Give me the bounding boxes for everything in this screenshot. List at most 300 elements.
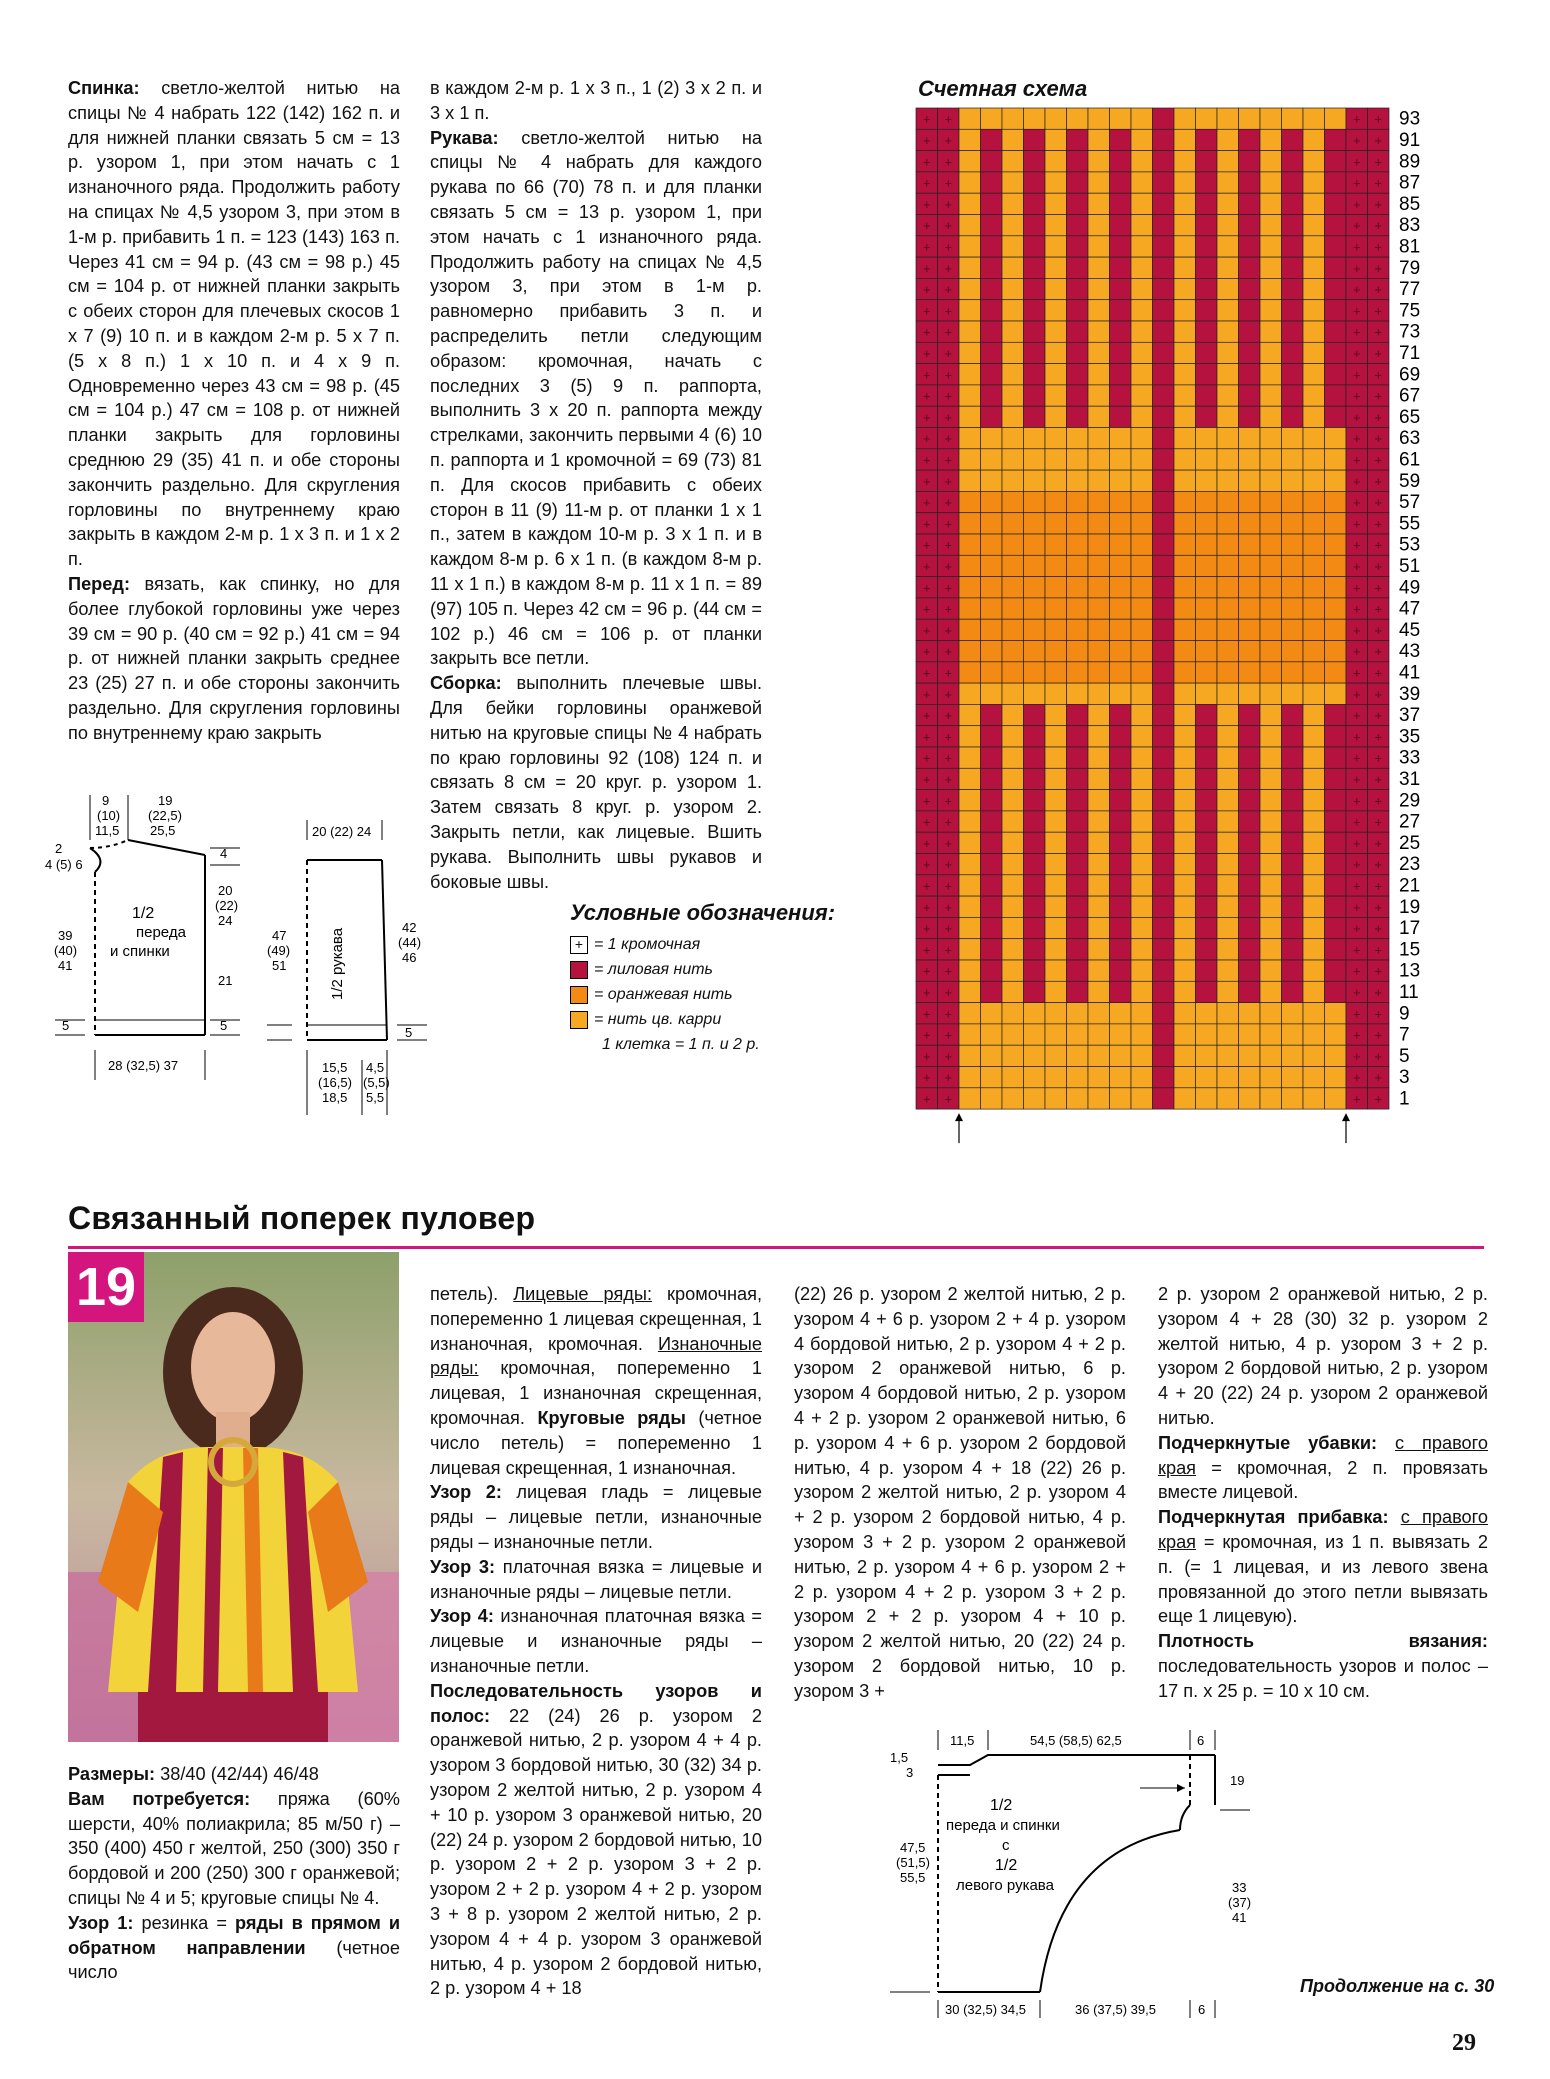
chart-cell	[1196, 428, 1218, 449]
s3-right-2: (37)	[1228, 1895, 1252, 1910]
chart-cell	[1260, 428, 1282, 449]
chart-row-label: 5	[1399, 1045, 1410, 1067]
chart-cell	[1088, 364, 1110, 385]
edge-stitch-mark: +	[1352, 708, 1361, 724]
chart-cell	[1002, 981, 1024, 1002]
edge-stitch-mark: +	[1352, 154, 1361, 170]
article-number: 19	[68, 1252, 144, 1322]
chart-cell	[1110, 108, 1132, 129]
chart-cell	[1174, 662, 1196, 683]
chart-cell	[1045, 342, 1067, 363]
chart-cell	[1217, 215, 1239, 236]
edge-swatch-icon: +	[570, 936, 588, 954]
chart-row-label: 77	[1399, 279, 1421, 301]
chart-cell	[1153, 534, 1175, 555]
edge-stitch-mark: +	[1374, 601, 1383, 617]
chart-cell	[1325, 598, 1347, 619]
edge-stitch-mark: +	[922, 452, 931, 468]
chart-cell	[1024, 896, 1046, 917]
chart-cell	[1325, 151, 1347, 172]
chart-cell	[1217, 364, 1239, 385]
chart-cell	[1196, 1067, 1218, 1088]
chart-cell	[1217, 449, 1239, 470]
chart-cell	[1239, 215, 1261, 236]
s3-right-19: 19	[1230, 1773, 1245, 1788]
legend	[570, 900, 835, 1057]
chart-cell	[959, 172, 981, 193]
chart-cell	[1045, 704, 1067, 725]
chart-cell	[1174, 960, 1196, 981]
s3-label-5: левого рукава	[956, 1877, 1054, 1894]
chart-cell	[959, 278, 981, 299]
edge-stitch-mark: +	[944, 132, 953, 148]
chart-cell	[1110, 662, 1132, 683]
chart-cell	[981, 555, 1003, 576]
edge-stitch-mark: +	[1352, 260, 1361, 276]
chart-cell	[1067, 151, 1089, 172]
chart-cell	[1067, 1088, 1089, 1109]
chart-cell	[1131, 236, 1153, 257]
edge-stitch-mark: +	[922, 622, 931, 638]
edge-stitch-mark: +	[1374, 282, 1383, 298]
chart-cell	[1196, 704, 1218, 725]
chart-cell	[1045, 129, 1067, 150]
chart-cell	[1303, 896, 1325, 917]
chart-cell	[1088, 555, 1110, 576]
chart-cell	[1110, 300, 1132, 321]
chart-cell	[1239, 704, 1261, 725]
chart-cell	[1303, 747, 1325, 768]
chart-cell	[981, 236, 1003, 257]
chart-row-label: 41	[1399, 662, 1421, 684]
edge-stitch-mark: +	[944, 857, 953, 873]
chart-cell	[1067, 832, 1089, 853]
chart-cell	[1196, 534, 1218, 555]
chart-cell	[1024, 108, 1046, 129]
chart-cell	[1067, 321, 1089, 342]
s2-left-3: 51	[272, 958, 287, 973]
chart-cell	[1088, 278, 1110, 299]
chart-cell	[1217, 917, 1239, 938]
chart-cell	[1282, 1067, 1304, 1088]
chart-cell	[1088, 172, 1110, 193]
sizes-heading: Размеры:	[68, 1764, 156, 1784]
edge-stitch-mark: +	[944, 303, 953, 319]
chart-cell	[1131, 726, 1153, 747]
chart-cell	[1131, 1024, 1153, 1045]
chart-cell	[1260, 747, 1282, 768]
legend-title: Условные обозначения:	[570, 900, 836, 925]
chart-cell	[1110, 939, 1132, 960]
chart-cell	[1024, 1003, 1046, 1024]
edge-stitch-mark: +	[1374, 111, 1383, 127]
chart-cell	[1002, 1067, 1024, 1088]
chart-cell	[1260, 939, 1282, 960]
chart-cell	[1217, 513, 1239, 534]
edge-stitch-mark: +	[1374, 963, 1383, 979]
chart-cell	[1196, 470, 1218, 491]
chart-cell	[1239, 278, 1261, 299]
chart-cell	[1088, 108, 1110, 129]
chart-cell	[1196, 917, 1218, 938]
chart-cell	[1282, 917, 1304, 938]
chart-cell	[1174, 854, 1196, 875]
chart-cell	[1024, 278, 1046, 299]
chart-cell	[1045, 385, 1067, 406]
chart-cell	[1002, 428, 1024, 449]
edge-stitch-mark: +	[1352, 239, 1361, 255]
purple-swatch-icon	[570, 961, 588, 979]
chart-cell	[1196, 364, 1218, 385]
chart-cell	[1174, 215, 1196, 236]
edge-stitch-mark: +	[1374, 793, 1383, 809]
chart-cell	[1002, 534, 1024, 555]
s3-bot-b: 36 (37,5) 39,5	[1075, 2002, 1156, 2017]
chart-cell	[1131, 385, 1153, 406]
chart-cell	[1217, 1024, 1239, 1045]
edge-stitch-mark: +	[1374, 239, 1383, 255]
chart-cell	[981, 215, 1003, 236]
edge-stitch-mark: +	[944, 686, 953, 702]
chart-cell	[1239, 555, 1261, 576]
chart-cell	[1088, 151, 1110, 172]
chart-cell	[1260, 981, 1282, 1002]
edge-stitch-mark: +	[1374, 1006, 1383, 1022]
chart-cell	[1067, 172, 1089, 193]
chart-cell	[1002, 832, 1024, 853]
chart-cell	[1325, 257, 1347, 278]
chart-cell	[1282, 385, 1304, 406]
s1-label-3: и спинки	[110, 943, 170, 960]
chart-cell	[1110, 1088, 1132, 1109]
chart-cell	[1217, 129, 1239, 150]
title-rule	[68, 1246, 1484, 1249]
continued-note: Продолжение на с. 30	[1300, 1976, 1495, 1996]
chart-cell	[1174, 364, 1196, 385]
chart-row-label: 93	[1399, 108, 1421, 130]
edge-stitch-mark: +	[944, 814, 953, 830]
chart-cell	[959, 704, 981, 725]
chart-cell	[1260, 662, 1282, 683]
edge-stitch-mark: +	[1374, 665, 1383, 681]
chart-cell	[1260, 619, 1282, 640]
chart-cell	[959, 151, 981, 172]
chart-cell	[1303, 257, 1325, 278]
edge-stitch-mark: +	[922, 729, 931, 745]
s1-right-5: 5	[220, 1018, 228, 1033]
chart-row-label: 53	[1399, 534, 1421, 556]
chart-cell	[1110, 854, 1132, 875]
chart-cell	[981, 257, 1003, 278]
assembly-heading: Сборка:	[430, 673, 502, 694]
chart-row-label: 63	[1399, 428, 1421, 450]
chart-cell	[1045, 726, 1067, 747]
edge-stitch-mark: +	[922, 921, 931, 937]
chart-cell	[1196, 1024, 1218, 1045]
chart-cell	[1282, 811, 1304, 832]
chart-cell	[1303, 619, 1325, 640]
edge-stitch-mark: +	[1374, 218, 1383, 234]
chart-cell	[1174, 172, 1196, 193]
chart-cell	[1131, 832, 1153, 853]
chart-cell	[1282, 939, 1304, 960]
materials-heading: Вам потребуется:	[68, 1788, 251, 1809]
chart-cell	[1282, 726, 1304, 747]
edge-stitch-mark: +	[944, 175, 953, 191]
chart-cell	[1303, 406, 1325, 427]
chart-cell	[981, 619, 1003, 640]
chart-cell	[1024, 321, 1046, 342]
chart-cell	[1024, 513, 1046, 534]
chart-cell	[1088, 1067, 1110, 1088]
chart-cell	[1024, 1067, 1046, 1088]
edge-stitch-mark: +	[922, 473, 931, 489]
chart-cell	[1217, 790, 1239, 811]
chart-cell	[959, 726, 981, 747]
chart-cell	[1110, 1045, 1132, 1066]
chart-cell	[959, 577, 981, 598]
edge-stitch-mark: +	[944, 516, 953, 532]
edge-stitch-mark: +	[1352, 899, 1361, 915]
edge-stitch-mark: +	[1352, 452, 1361, 468]
s3-left-3: 55,5	[900, 1870, 926, 1885]
chart-cell	[1303, 960, 1325, 981]
chart-row-label: 79	[1399, 257, 1421, 279]
chart-cell	[1196, 662, 1218, 683]
chart-cell	[1153, 513, 1175, 534]
pattern1-text-b: ряды в прямом и обратном направлении	[68, 1912, 400, 1958]
edge-stitch-mark: +	[944, 111, 953, 127]
chart-cell	[1174, 1024, 1196, 1045]
chart-cell	[959, 193, 981, 214]
chart-cell	[1024, 129, 1046, 150]
chart-cell	[1239, 747, 1261, 768]
chart-cell	[1002, 960, 1024, 981]
chart-cell	[1088, 300, 1110, 321]
chart-cell	[1067, 278, 1089, 299]
chart-cell	[1131, 896, 1153, 917]
chart-cell	[1174, 151, 1196, 172]
chart-cell	[1153, 1003, 1175, 1024]
chart-cell	[1325, 300, 1347, 321]
edge-stitch-mark: +	[1352, 963, 1361, 979]
pattern1-text-a: резинка =	[133, 1912, 235, 1933]
chart-row-label: 57	[1399, 492, 1421, 514]
chart-cell	[1024, 832, 1046, 853]
chart-cell	[1260, 811, 1282, 832]
chart-cell	[1067, 236, 1089, 257]
chart-cell	[1303, 917, 1325, 938]
chart-cell	[981, 981, 1003, 1002]
chart-cell	[1045, 619, 1067, 640]
edge-stitch-mark: +	[1352, 558, 1361, 574]
text-column-1	[68, 76, 400, 746]
chart-cell	[1002, 193, 1024, 214]
chart-cell	[1088, 257, 1110, 278]
chart-cell	[1196, 598, 1218, 619]
chart-cell	[1282, 683, 1304, 704]
chart-cell	[1002, 257, 1024, 278]
chart-cell	[1217, 491, 1239, 512]
edge-stitch-mark: +	[1352, 388, 1361, 404]
chart-cell	[1239, 364, 1261, 385]
density-text: последовательность узоров и полос – 17 п. х 25 р. = 10 х 10 см.	[1158, 1655, 1488, 1701]
chart-cell	[1174, 790, 1196, 811]
chart-cell	[1239, 641, 1261, 662]
chart-cell	[1303, 832, 1325, 853]
edge-stitch-mark: +	[1374, 516, 1383, 532]
sequence-text: 22 (24) 26 р. узором 2 оранжевой нитью, 2 р. узором 4 + 4 р. узором 3 бордовой нитью, 30 (32) 34 р. узором 2 желтой нитью, 2 р. узором 4 + 10 р. узором 3 оранжевой нитью, 20 (22) 24 р. узором 2 бордовой нитью, 10 р. узором 2 + 2 р. узором 3 + 2 р. узором 2 + 2 р. узором 4 + 2 р. узором 3 + 8 р. узором 2 желтой нитью, 2 р. узором 4 + 4 р. узором 3 оранжевой нитью, 4 р. узором 2 бордовой нитью, 2 р. узором 4 + 18	[430, 1705, 762, 1999]
edge-stitch-mark: +	[1374, 345, 1383, 361]
chart-cell	[1217, 278, 1239, 299]
chart-cell	[1282, 257, 1304, 278]
chart-cell	[1239, 108, 1261, 129]
edge-stitch-mark: +	[944, 495, 953, 511]
chart-cell	[1110, 278, 1132, 299]
chart-cell	[981, 278, 1003, 299]
chart-cell	[1303, 641, 1325, 662]
chart-cell	[1045, 449, 1067, 470]
text-column-2	[430, 76, 762, 894]
chart-cell	[1131, 278, 1153, 299]
s3-top-a: 11,5	[950, 1733, 975, 1748]
chart-cell	[1325, 364, 1347, 385]
chart-cell	[1110, 704, 1132, 725]
edge-stitch-mark: +	[944, 452, 953, 468]
chart-cell	[1303, 321, 1325, 342]
chart-cell	[1217, 172, 1239, 193]
edge-stitch-mark: +	[1352, 601, 1361, 617]
chart-cell	[1282, 854, 1304, 875]
edge-stitch-mark: +	[944, 665, 953, 681]
edge-stitch-mark: +	[922, 644, 931, 660]
increase-heading: Подчеркнутая прибавка:	[1158, 1507, 1389, 1528]
chart-cell	[1024, 790, 1046, 811]
chart-cell	[1153, 704, 1175, 725]
chart-cell	[1110, 917, 1132, 938]
page-number: 29	[1452, 2030, 1476, 2056]
chart-cell	[1239, 513, 1261, 534]
edge-stitch-mark: +	[1352, 282, 1361, 298]
chart-cell	[1067, 811, 1089, 832]
chart-cell	[1131, 470, 1153, 491]
chart-cell	[1325, 342, 1347, 363]
edge-stitch-mark: +	[922, 793, 931, 809]
chart-cell	[1002, 236, 1024, 257]
s3-bot-c: 6	[1198, 2002, 1206, 2017]
chart-cell	[1024, 981, 1046, 1002]
chart-cell	[1131, 854, 1153, 875]
edge-stitch-mark: +	[944, 1070, 953, 1086]
chart-cell	[1131, 662, 1153, 683]
chart-cell	[1153, 811, 1175, 832]
edge-stitch-mark: +	[944, 260, 953, 276]
chart-cell	[1131, 215, 1153, 236]
chart-cell	[959, 470, 981, 491]
edge-stitch-mark: +	[1352, 537, 1361, 553]
chart-cell	[1153, 917, 1175, 938]
chart-cell	[1196, 555, 1218, 576]
chart-cell	[1260, 641, 1282, 662]
chart-cell	[1260, 172, 1282, 193]
edge-stitch-mark: +	[922, 431, 931, 447]
edge-stitch-mark: +	[1374, 558, 1383, 574]
chart-cell	[1174, 981, 1196, 1002]
chart-cell	[1110, 491, 1132, 512]
chart-cell	[981, 598, 1003, 619]
chart-cell	[1002, 470, 1024, 491]
chart-cell	[1282, 513, 1304, 534]
edge-stitch-mark: +	[922, 750, 931, 766]
s2-left-1: 47	[272, 928, 287, 943]
chart-cell	[1325, 768, 1347, 789]
chart-cell	[1153, 300, 1175, 321]
chart-cell	[1088, 534, 1110, 555]
chart-cell	[1217, 662, 1239, 683]
chart-cell	[959, 662, 981, 683]
chart-cell	[1045, 854, 1067, 875]
chart-cell	[1131, 300, 1153, 321]
chart-cell	[1217, 1045, 1239, 1066]
chart-cell	[1260, 768, 1282, 789]
legend-label-purple: = лиловая нить	[594, 960, 713, 978]
chart-cell	[959, 811, 981, 832]
chart-cell	[1217, 151, 1239, 172]
chart-cell	[1067, 257, 1089, 278]
chart-cell	[1067, 108, 1089, 129]
edge-stitch-mark: +	[1352, 431, 1361, 447]
chart-cell	[1045, 236, 1067, 257]
schema-front-back	[40, 790, 280, 1120]
chart-cell	[1153, 193, 1175, 214]
chart-cell	[1110, 193, 1132, 214]
chart-cell	[1045, 1088, 1067, 1109]
chart-cell	[1239, 1067, 1261, 1088]
chart-cell	[1131, 747, 1153, 768]
chart-cell	[959, 875, 981, 896]
chart-cell	[1153, 129, 1175, 150]
edge-stitch-mark: +	[1374, 942, 1383, 958]
chart-cell	[1303, 172, 1325, 193]
s2-bottom-b-1: 4,5	[366, 1060, 385, 1075]
chart-cell	[1088, 491, 1110, 512]
chart-cell	[1196, 193, 1218, 214]
chart-cell	[1217, 555, 1239, 576]
chart-cell	[981, 704, 1003, 725]
s2-left-2: (49)	[267, 943, 291, 958]
chart-cell	[1088, 1024, 1110, 1045]
chart-cell	[981, 577, 1003, 598]
chart-cell	[1303, 129, 1325, 150]
chart-cell	[1024, 939, 1046, 960]
s3-left-2: (51,5)	[896, 1855, 930, 1870]
chart-cell	[1325, 172, 1347, 193]
chart-cell	[1239, 534, 1261, 555]
chart-cell	[1303, 1045, 1325, 1066]
edge-stitch-mark: +	[1352, 196, 1361, 212]
sizes-text: 38/40 (42/44) 46/48	[155, 1764, 319, 1784]
edge-stitch-mark: +	[944, 367, 953, 383]
chart-cell	[1110, 1024, 1132, 1045]
chart-cell	[1260, 1003, 1282, 1024]
chart-cell	[1325, 129, 1347, 150]
chart-cell	[959, 342, 981, 363]
chart-cell	[1067, 598, 1089, 619]
edge-stitch-mark: +	[1374, 878, 1383, 894]
chart-cell	[1239, 981, 1261, 1002]
chart-cell	[1153, 832, 1175, 853]
edge-stitch-mark: +	[1374, 1091, 1383, 1107]
